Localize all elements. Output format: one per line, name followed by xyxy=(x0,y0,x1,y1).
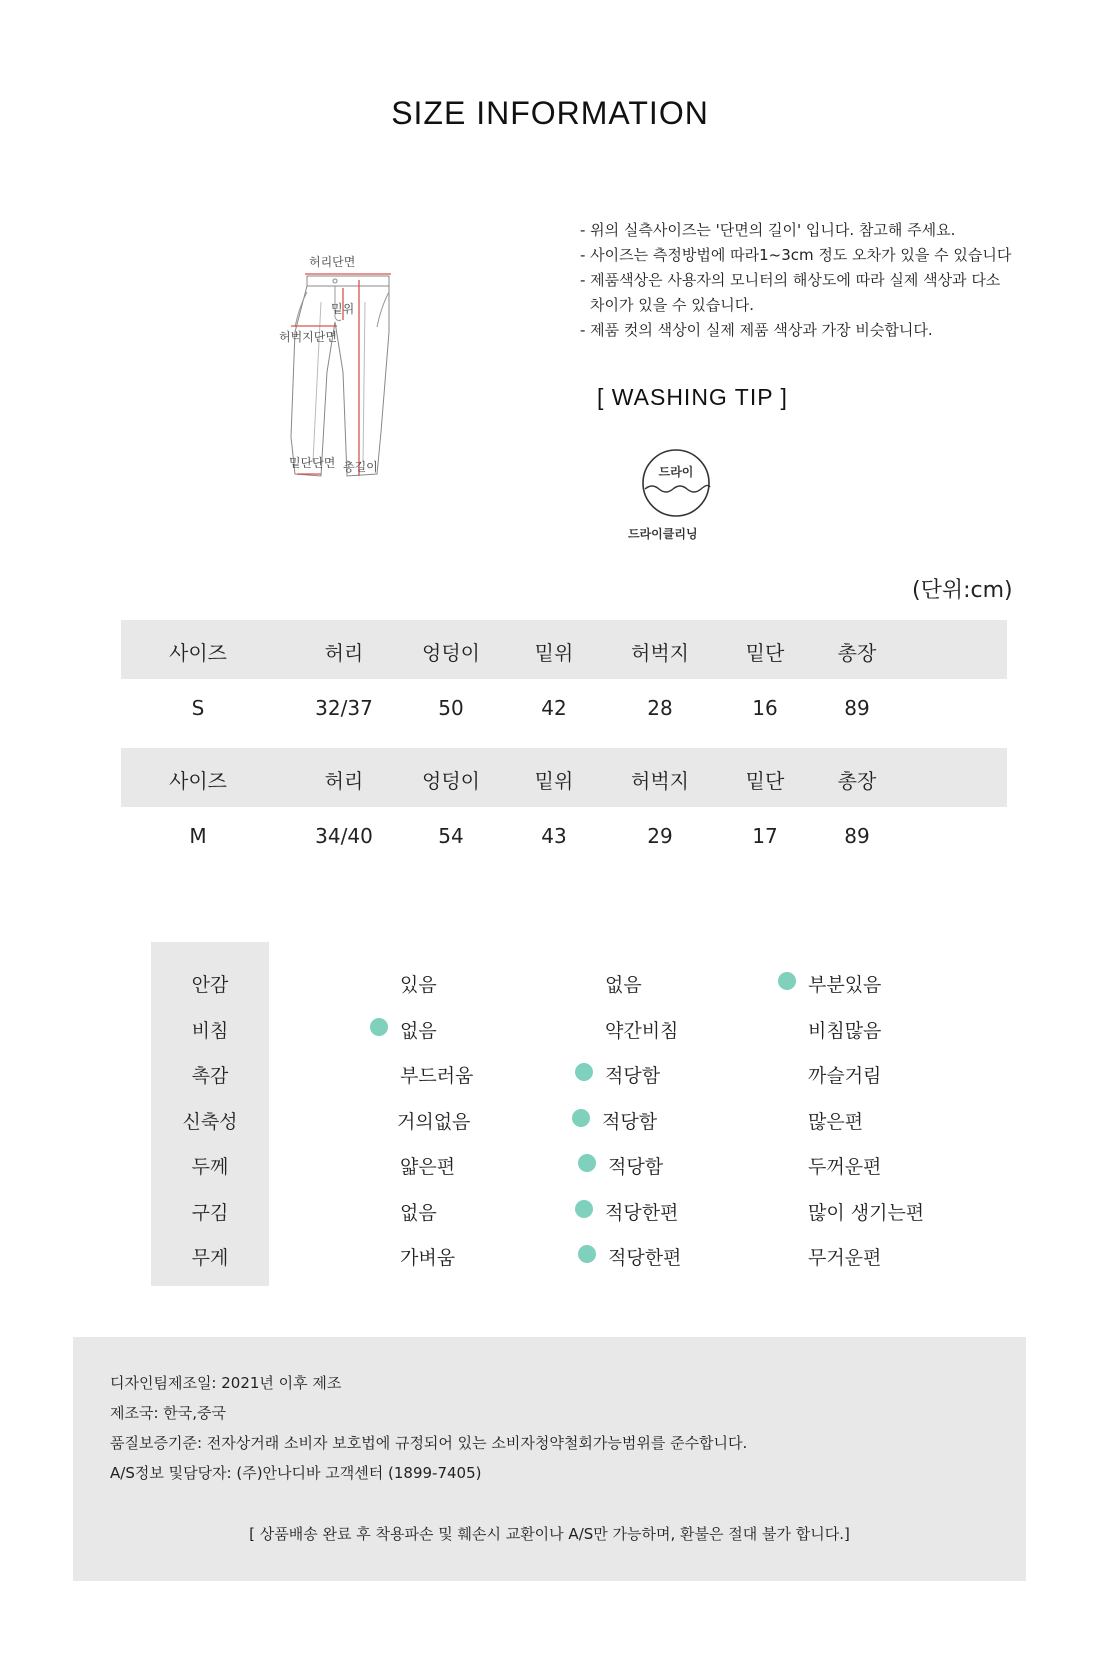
selected-indicator-dot xyxy=(575,1063,593,1081)
option: 약간비침 xyxy=(605,1020,679,1042)
selected-indicator-dot xyxy=(572,1109,590,1127)
note-line: 차이가 있을 수 있습니다. xyxy=(590,296,754,314)
option: 적당함 xyxy=(602,1111,658,1133)
pants-measurement-diagram xyxy=(279,255,420,512)
header-rise: 밑위 xyxy=(534,769,574,793)
header-size: 사이즈 xyxy=(169,641,227,665)
size-row-s xyxy=(121,696,1007,726)
dry-clean-caption: 드라이클리닝 xyxy=(628,527,698,541)
selected-indicator-dot xyxy=(370,1018,388,1036)
cell-hem: 17 xyxy=(752,824,778,848)
selected-indicator-dot xyxy=(578,1245,596,1263)
cell-thigh: 29 xyxy=(647,824,673,848)
option: 있음 xyxy=(400,974,437,996)
note-line: - 제품 컷의 색상이 실제 제품 색상과 가장 비슷합니다. xyxy=(580,321,933,339)
option: 까슬거림 xyxy=(808,1065,882,1087)
refund-notice: [ 상품배송 완료 후 착용파손 및 훼손시 교환이나 A/S만 가능하며, 환불은 절대 불가 합니다.] xyxy=(249,1525,850,1543)
option: 얇은편 xyxy=(400,1156,456,1178)
char-label-weight: 무게 xyxy=(191,1247,229,1269)
char-label-wrinkle: 구김 xyxy=(191,1202,229,1224)
option: 무거운편 xyxy=(808,1247,882,1269)
label-thigh: 허벅지단면 xyxy=(279,330,337,344)
size-table-header-m xyxy=(121,748,1007,807)
dry-icon-text: 드라이 xyxy=(658,465,694,479)
char-label-thickness: 두께 xyxy=(191,1156,229,1178)
note-line: - 위의 실측사이즈는 '단면의 길이' 입니다. 참고해 주세요. xyxy=(580,221,956,239)
product-info-footer xyxy=(73,1337,1026,1581)
header-thigh: 허벅지 xyxy=(631,769,689,793)
selected-indicator-dot xyxy=(578,1154,596,1172)
header-length: 총장 xyxy=(837,641,877,665)
label-hem: 밑단단면 xyxy=(289,456,336,470)
option: 많이 생기는편 xyxy=(808,1202,925,1224)
option: 없음 xyxy=(400,1202,437,1224)
option: 비침많음 xyxy=(808,1020,882,1042)
selected-indicator-dot xyxy=(575,1200,593,1218)
unit-label: (단위:cm) xyxy=(912,578,1013,603)
page-title: SIZE INFORMATION xyxy=(391,95,709,131)
header-thigh: 허벅지 xyxy=(631,641,689,665)
label-length: 총길이 xyxy=(343,460,378,474)
option: 두꺼운편 xyxy=(808,1156,882,1178)
option: 적당한편 xyxy=(605,1202,679,1224)
header-hip: 엉덩이 xyxy=(422,769,480,793)
char-label-elasticity: 신축성 xyxy=(182,1111,238,1133)
footer-line: 제조국: 한국,중국 xyxy=(110,1404,227,1422)
option: 적당함 xyxy=(605,1065,661,1087)
header-size: 사이즈 xyxy=(169,769,227,793)
option: 적당함 xyxy=(608,1156,664,1178)
char-label-touch: 촉감 xyxy=(191,1065,229,1087)
note-line: - 제품색상은 사용자의 모니터의 해상도에 따라 실제 색상과 다소 xyxy=(580,271,1001,289)
header-waist: 허리 xyxy=(324,769,364,793)
note-line: - 사이즈는 측정방법에 따라1~3cm 정도 오차가 있을 수 있습니다 xyxy=(580,246,1012,264)
option: 없음 xyxy=(400,1020,437,1042)
header-waist: 허리 xyxy=(324,641,364,665)
header-hem: 밑단 xyxy=(745,641,785,665)
header-rise: 밑위 xyxy=(534,641,574,665)
cell-waist: 34/40 xyxy=(315,824,373,848)
cell-hem: 16 xyxy=(752,696,778,720)
char-label-transparency: 비침 xyxy=(191,1020,229,1042)
option: 많은편 xyxy=(808,1111,864,1133)
size-table-header-s xyxy=(121,620,1007,679)
cell-size: M xyxy=(189,824,207,848)
cell-length: 89 xyxy=(844,696,870,720)
cell-hip: 50 xyxy=(438,696,464,720)
char-label-lining: 안감 xyxy=(191,974,229,996)
footer-line: A/S정보 및담당자: (주)안나디바 고객센터 (1899-7405) xyxy=(110,1464,482,1482)
label-rise: 밑위 xyxy=(331,302,355,316)
characteristics-label-column xyxy=(151,942,269,1286)
size-row-m xyxy=(121,824,1007,854)
option: 부분있음 xyxy=(808,974,882,996)
cell-hip: 54 xyxy=(438,824,464,848)
cell-waist: 32/37 xyxy=(315,696,373,720)
option: 거의없음 xyxy=(397,1111,471,1133)
selected-indicator-dot xyxy=(778,972,796,990)
option: 가벼움 xyxy=(400,1247,456,1269)
cell-length: 89 xyxy=(844,824,870,848)
footer-line: 디자인팀제조일: 2021년 이후 제조 xyxy=(110,1374,342,1392)
cell-rise: 42 xyxy=(541,696,567,720)
cell-size: S xyxy=(191,696,205,720)
cell-rise: 43 xyxy=(541,824,567,848)
footer-line: 품질보증기준: 전자상거래 소비자 보호법에 규정되어 있는 소비자청약철회가능범위를 준수합니다. xyxy=(110,1434,748,1452)
option: 없음 xyxy=(605,974,642,996)
label-waist: 허리단면 xyxy=(309,255,356,269)
washing-tip-title: [ WASHING TIP ] xyxy=(597,384,788,410)
header-hip: 엉덩이 xyxy=(422,641,480,665)
header-hem: 밑단 xyxy=(745,769,785,793)
size-notes xyxy=(580,218,1050,343)
header-length: 총장 xyxy=(837,769,877,793)
cell-thigh: 28 xyxy=(647,696,673,720)
option: 부드러움 xyxy=(400,1065,474,1087)
dry-clean-icon xyxy=(640,447,712,523)
option: 적당한편 xyxy=(608,1247,682,1269)
